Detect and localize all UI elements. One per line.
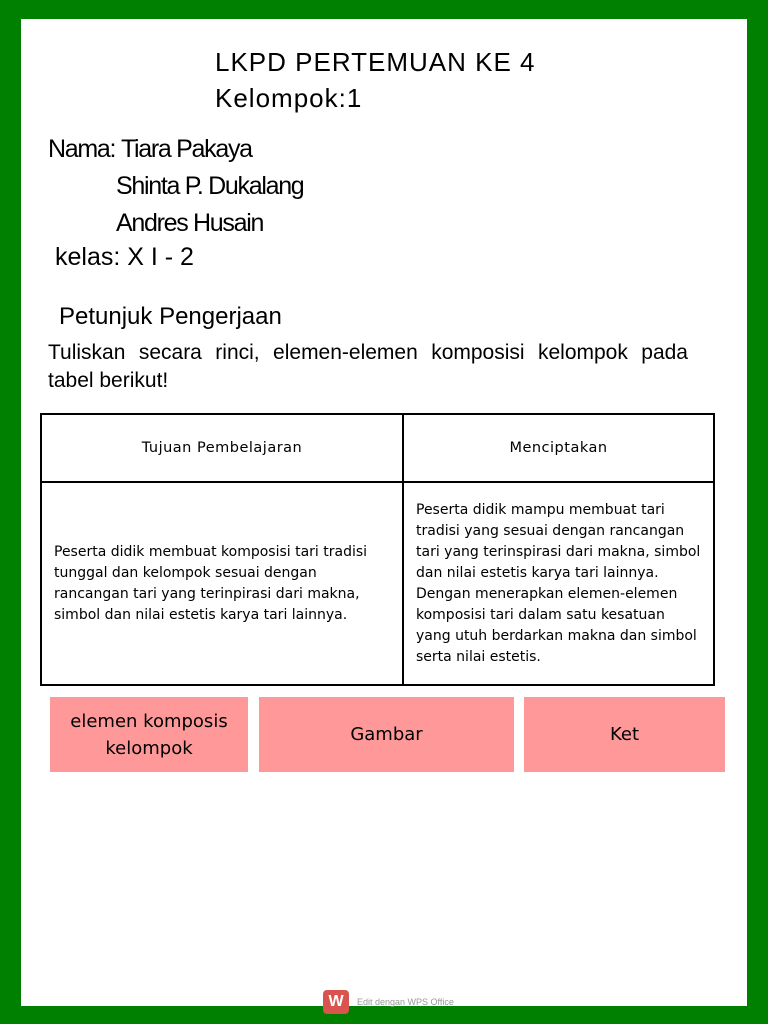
table-header-cell: Menciptakan	[403, 414, 714, 482]
class-label: kelas: X I - 2	[55, 243, 194, 271]
member-name: Andres Husain	[116, 209, 264, 237]
document-title: LKPD PERTEMUAN KE 4	[215, 47, 536, 77]
instructions-text: Tuliskan secara rinci, elemen-elemen komposisi kelompok pada tabel berikut!	[48, 341, 688, 392]
wps-footer[interactable]	[323, 990, 454, 1014]
wps-edit-text: Edit dengan WPS Office	[357, 997, 454, 1007]
instructions-heading: Petunjuk Pengerjaan	[59, 303, 282, 330]
table-header-row	[41, 414, 714, 482]
table-row	[41, 482, 714, 685]
wps-logo-icon: W	[323, 990, 349, 1014]
table-cell: Peserta didik mampu membuat tari tradisi yang sesuai dengan rancangan tari yang terinspirasi dari makna, simbol dan nilai estetis karya tari lainnya. Dengan menerapkan elemen-elemen komposisi tari dalam satu kesatuan yang utuh berdarkan makna dan simbol serta nilai estetis.	[403, 482, 714, 685]
document-page	[21, 19, 747, 1010]
objectives-table	[40, 413, 715, 686]
group-label: Kelompok:1	[215, 83, 363, 113]
member-name: Shinta P. Dukalang	[116, 172, 304, 200]
table-cell: Peserta didik membuat komposisi tari tradisi tunggal dan kelompok sesuai dengan rancangan tari yang terinpirasi dari makna, simbol dan nilai estetis karya tari lainnya.	[41, 482, 403, 685]
answer-table-header-cell: Ket	[524, 697, 725, 772]
answer-table-header-cell: elemen komposis kelompok	[50, 697, 248, 772]
table-header-cell: Tujuan Pembelajaran	[41, 414, 403, 482]
answer-table-header-cell: Gambar	[259, 697, 514, 772]
members-label: Nama:	[48, 135, 116, 163]
member-name: Tiara Pakaya	[121, 135, 252, 163]
